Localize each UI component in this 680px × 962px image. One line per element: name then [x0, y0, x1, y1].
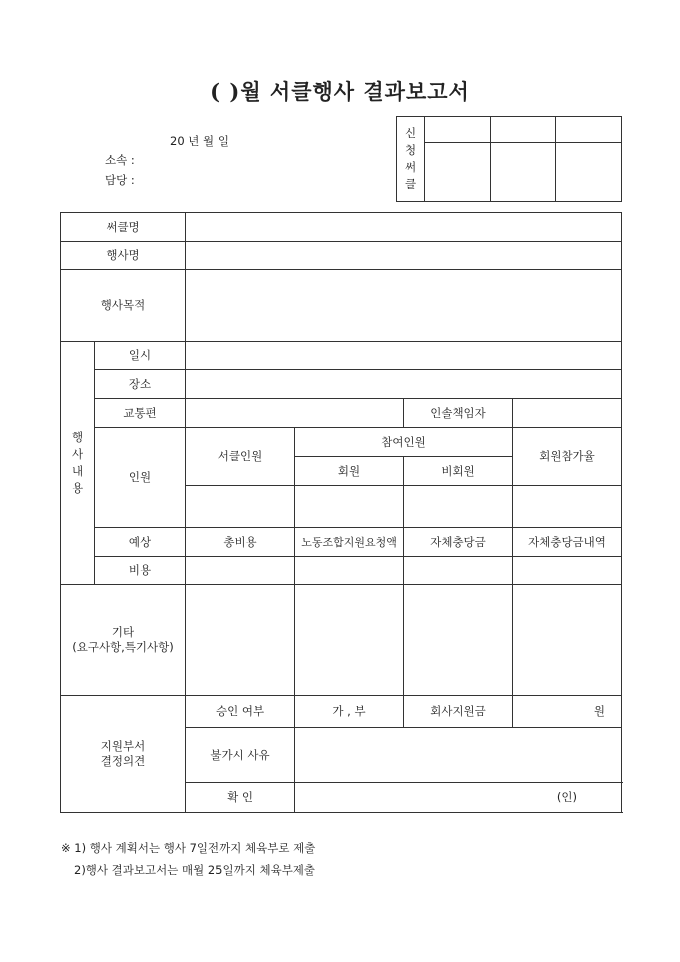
circle-members-field[interactable]: [186, 486, 295, 528]
circle-members-label: 서클인원: [186, 428, 295, 486]
participants-label: 참여인원: [295, 428, 513, 457]
other-field[interactable]: [513, 585, 622, 696]
datetime-label: 일시: [95, 342, 186, 370]
approval-header-cell[interactable]: [425, 117, 491, 143]
approval-label: 승인 여부: [186, 696, 295, 728]
event-purpose-label: 행사목적: [61, 270, 186, 342]
other-field[interactable]: [295, 585, 404, 696]
event-name-field[interactable]: [186, 242, 622, 270]
cost-label: 비용: [95, 557, 186, 585]
datetime-field[interactable]: [186, 342, 622, 370]
manager-label: 담당 :: [105, 173, 135, 187]
union-support-label: 노동조합지원요청액: [295, 528, 404, 557]
people-label: 인원: [95, 428, 186, 528]
member-count-field[interactable]: [295, 486, 404, 528]
seal-label: (인): [556, 790, 578, 804]
other-field[interactable]: [404, 585, 513, 696]
company-support-field[interactable]: [513, 696, 622, 728]
won-unit: 원: [593, 704, 606, 718]
place-field[interactable]: [186, 370, 622, 399]
other-field[interactable]: [186, 585, 295, 696]
place-label: 장소: [95, 370, 186, 399]
approval-signature-cell[interactable]: [556, 143, 622, 202]
self-charge-detail-field[interactable]: [513, 557, 622, 585]
approval-signature-cell[interactable]: [425, 143, 491, 202]
non-member-label: 비회원: [404, 457, 513, 486]
applicant-circle-label: 신 청 써 클: [397, 117, 425, 202]
confirm-label: 확 인: [186, 783, 295, 813]
approval-header-cell[interactable]: [556, 117, 622, 143]
date-line: 20 년 월 일: [170, 134, 229, 148]
circle-name-field[interactable]: [186, 213, 622, 242]
confirm-field[interactable]: [295, 783, 622, 813]
affiliation-label: 소속 :: [105, 153, 135, 167]
approval-signature-cell[interactable]: [491, 143, 556, 202]
self-charge-label: 자체충당금: [404, 528, 513, 557]
estimate-label: 예상: [95, 528, 186, 557]
union-support-field[interactable]: [295, 557, 404, 585]
page-title: ( )월 서클행사 결과보고서: [210, 79, 470, 104]
transport-field[interactable]: [186, 399, 404, 428]
member-rate-label: 회원참가율: [513, 428, 622, 486]
report-form: [60, 212, 622, 813]
leader-field[interactable]: [513, 399, 622, 428]
non-member-count-field[interactable]: [404, 486, 513, 528]
self-charge-field[interactable]: [404, 557, 513, 585]
circle-name-label: 써클명: [61, 213, 186, 242]
self-charge-detail-label: 자체충당금내역: [513, 528, 622, 557]
event-name-label: 행사명: [61, 242, 186, 270]
note-line-2: 2)행사 결과보고서는 매월 25일까지 체육부제출: [74, 863, 316, 877]
total-cost-field[interactable]: [186, 557, 295, 585]
approval-value[interactable]: 가 , 부: [295, 696, 404, 728]
reject-reason-label: 불가시 사유: [186, 728, 295, 783]
transport-label: 교통편: [95, 399, 186, 428]
approval-header-cell[interactable]: [491, 117, 556, 143]
member-rate-field[interactable]: [513, 486, 622, 528]
company-support-label: 회사지원금: [404, 696, 513, 728]
other-label: 기타 (요구사항,특기사항): [61, 585, 186, 696]
total-cost-label: 총비용: [186, 528, 295, 557]
leader-label: 인솔책임자: [404, 399, 513, 428]
note-line-1: ※ 1) 행사 계획서는 행사 7일전까지 체육부로 제출: [61, 841, 316, 855]
reject-reason-field[interactable]: [295, 728, 622, 783]
support-dept-label: 지원부서 결정의견: [61, 696, 186, 813]
event-purpose-field[interactable]: [186, 270, 622, 342]
event-content-label: 행 사 내 용: [61, 342, 95, 585]
member-label: 회원: [295, 457, 404, 486]
approval-box: [396, 116, 622, 202]
